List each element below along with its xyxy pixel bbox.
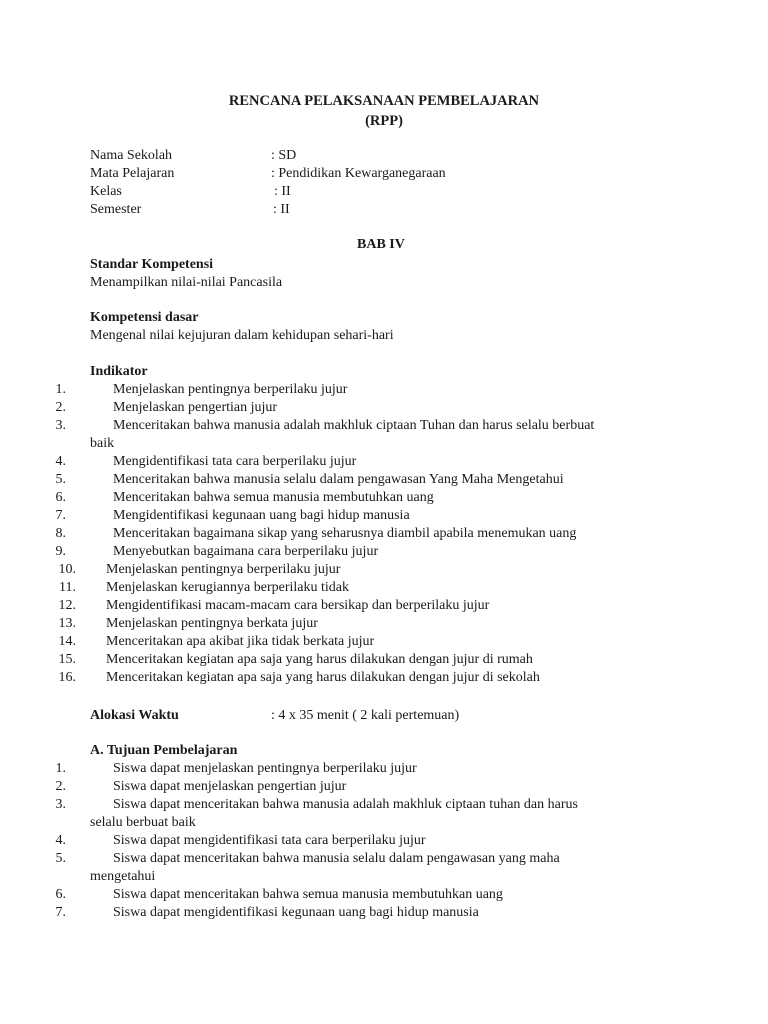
list-item: Siswa dapat menjelaskan pengertian jujur [113,779,347,794]
list-item-number: 4. [55,454,66,469]
list-item: Siswa dapat menceritakan bahwa manusia adalah makhluk ciptaan tuhan dan harus [113,797,578,812]
list-item: Menceritakan bagaimana sikap yang seharusnya diambil apabila menemukan uang [113,526,577,541]
list-item: Siswa dapat mengidentifikasi tata cara berperilaku jujur [113,833,426,848]
list-item: Siswa dapat menceritakan bahwa semua manusia membutuhkan uang [113,887,503,902]
list-item-number: 1. [55,761,66,776]
list-item-number: 8. [55,526,66,541]
list-item-continuation: selalu berbuat baik [90,815,196,830]
list-item: Menjelaskan kerugiannya berperilaku tidak [106,580,349,595]
identity-label-class: Kelas [90,184,122,199]
list-item-number: 1. [55,382,66,397]
list-item-number: 12. [58,598,76,613]
list-item-number: 11. [59,580,76,595]
list-item-number: 10. [58,562,76,577]
list-item-number: 4. [55,833,66,848]
list-item: Mengidentifikasi kegunaan uang bagi hidup manusia [113,508,410,523]
list-item: Menjelaskan pentingnya berperilaku jujur [113,382,348,397]
kompetensi-heading: Kompetensi dasar [90,310,199,325]
identity-label-subject: Mata Pelajaran [90,166,175,181]
list-item-continuation: mengetahui [90,869,156,884]
standar-heading: Standar Kompetensi [90,257,214,272]
list-item-number: 9. [55,544,66,559]
identity-value-class: : II [274,184,291,199]
list-item: Siswa dapat menjelaskan pentingnya berperilaku jujur [113,761,417,776]
identity-value-school: : SD [271,148,297,163]
list-item-number: 2. [55,400,66,415]
list-item: Mengidentifikasi tata cara berperilaku jujur [113,454,357,469]
list-item: Menceritakan kegiatan apa saja yang harus dilakukan dengan jujur di rumah [106,652,533,667]
list-item-number: 7. [55,905,66,920]
document-title: RENCANA PELAKSANAAN PEMBELAJARAN [228,93,540,109]
identity-label-semester: Semester [90,202,142,217]
list-item-number: 14. [58,634,76,649]
chapter-heading: BAB IV [357,237,405,252]
list-item-number: 6. [55,887,66,902]
list-item-number: 2. [55,779,66,794]
list-item-number: 16. [58,670,76,685]
list-item: Mengidentifikasi macam-macam cara bersikap dan berperilaku jujur [106,598,490,613]
list-item-number: 5. [55,472,66,487]
list-item: Siswa dapat menceritakan bahwa manusia selalu dalam pengawasan yang maha [113,851,560,866]
alokasi-label: Alokasi Waktu [90,708,179,723]
list-item-number: 7. [55,508,66,523]
kompetensi-text: Mengenal nilai kejujuran dalam kehidupan sehari-hari [90,328,394,343]
alokasi-value: : 4 x 35 menit ( 2 kali pertemuan) [271,708,460,723]
standar-text: Menampilkan nilai-nilai Pancasila [90,275,283,290]
list-item-number: 3. [55,418,66,433]
identity-value-subject: : Pendidikan Kewarganegaraan [271,166,446,181]
identity-value-semester: : II [273,202,290,217]
list-item: Siswa dapat mengidentifikasi kegunaan uang bagi hidup manusia [113,905,479,920]
list-item: Menceritakan bahwa manusia adalah makhluk ciptaan Tuhan dan harus selalu berbuat [113,418,595,433]
document-subtitle: (RPP) [365,113,403,129]
list-item-number: 6. [55,490,66,505]
list-item-number: 3. [55,797,66,812]
list-item: Menceritakan apa akibat jika tidak berkata jujur [106,634,375,649]
list-item: Menceritakan bahwa manusia selalu dalam pengawasan Yang Maha Mengetahui [113,472,564,487]
list-item: Menyebutkan bagaimana cara berperilaku jujur [113,544,379,559]
list-item: Menjelaskan pentingnya berkata jujur [106,616,318,631]
indikator-heading: Indikator [90,364,148,379]
tujuan-heading: A. Tujuan Pembelajaran [90,743,238,758]
list-item: Menceritakan bahwa semua manusia membutuhkan uang [113,490,434,505]
list-item-number: 13. [58,616,76,631]
identity-label-school: Nama Sekolah [90,148,173,163]
list-item: Menceritakan kegiatan apa saja yang harus dilakukan dengan jujur di sekolah [106,670,540,685]
list-item-continuation: baik [90,436,115,451]
list-item-number: 15. [58,652,76,667]
list-item: Menjelaskan pengertian jujur [113,400,278,415]
list-item-number: 5. [55,851,66,866]
list-item: Menjelaskan pentingnya berperilaku jujur [106,562,341,577]
